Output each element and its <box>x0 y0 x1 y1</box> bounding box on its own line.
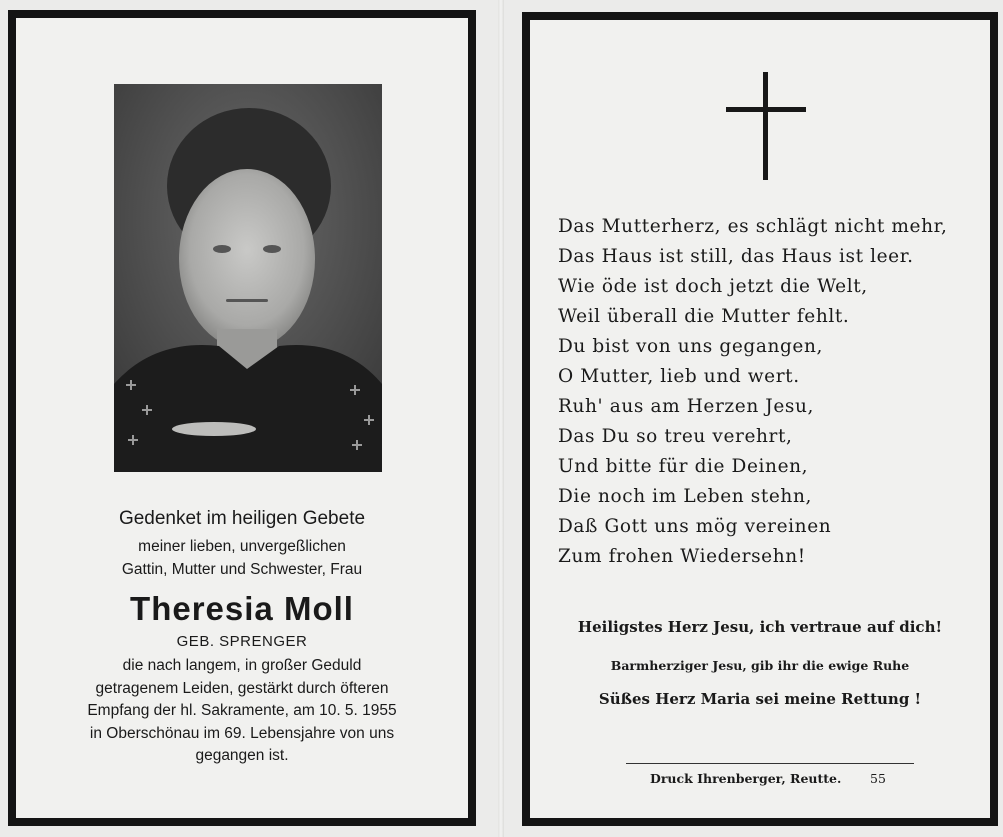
poem-line: Weil überall die Mutter fehlt. <box>558 306 850 327</box>
prayer-mary: Süßes Herz Maria sei meine Rettung ! <box>598 690 922 708</box>
memorial-text-line: getragenem Leiden, gestärkt durch öfteren <box>95 679 389 697</box>
memorial-text-line: Empfang der hl. Sakramente, am 10. 5. 1955 <box>87 702 397 719</box>
poem-line: Wie öde ist doch jetzt die Welt, <box>558 276 868 297</box>
poem-line: Das Mutterherz, es schlägt nicht mehr, <box>558 216 948 237</box>
poem-line: Du bist von uns gegangen, <box>558 336 823 357</box>
maiden-name: GEB. SPRENGER <box>176 633 308 650</box>
prayer-sacred-heart: Heiligstes Herz Jesu, ich vertraue auf dich! <box>577 618 943 636</box>
deceased-name: Theresia Moll <box>130 590 354 627</box>
printer-divider <box>626 763 914 764</box>
relation-line-2: Gattin, Mutter und Schwester, Frau <box>121 561 363 578</box>
poem-line: Das Haus ist still, das Haus ist leer. <box>558 246 914 267</box>
left-card <box>8 10 476 826</box>
portrait-illustration <box>114 84 382 472</box>
poem-line: Daß Gott uns mög vereinen <box>558 516 832 537</box>
card-fold <box>498 0 504 837</box>
memorial-text-line: gegangen ist. <box>195 747 289 764</box>
memorial-text-line: in Oberschönau im 69. Lebensjahre von uns <box>89 724 395 742</box>
print-number: 55 <box>870 771 886 786</box>
poem <box>558 212 948 572</box>
poem-line: Die noch im Leben stehn, <box>558 486 812 507</box>
printer-credit: Druck Ihrenberger, Reutte. <box>650 771 842 786</box>
memorial-text <box>16 655 468 768</box>
prayer-eternal-rest: Barmherziger Jesu, gib ihr die ewige Ruhe <box>610 658 910 673</box>
poem-line: O Mutter, lieb und wert. <box>558 366 800 387</box>
cross-icon <box>726 72 806 182</box>
poem-line: Und bitte für die Deinen, <box>558 456 809 477</box>
poem-line: Zum frohen Wiedersehn! <box>558 546 806 567</box>
memorial-text-line: die nach langem, in großer Geduld <box>122 657 362 674</box>
relation-line-1: meiner lieben, unvergeßlichen <box>138 538 346 555</box>
memorial-intro: Gedenket im heiligen Gebete <box>118 508 366 529</box>
poem-line: Ruh' aus am Herzen Jesu, <box>558 396 814 417</box>
right-card <box>522 12 998 826</box>
portrait-photo <box>114 84 382 472</box>
poem-line: Das Du so treu verehrt, <box>558 426 793 447</box>
